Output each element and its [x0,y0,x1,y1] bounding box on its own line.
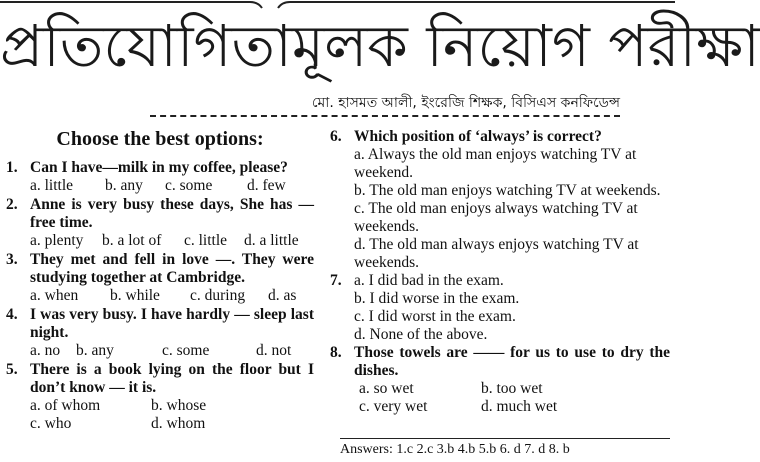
section-heading: Choose the best options: [56,128,264,150]
question-2 [6,196,314,250]
option-c: c. very wet [359,398,428,415]
question-7 [330,272,670,344]
option-d: d. a little [244,232,299,249]
option-d: d. not [256,342,292,359]
option-b: b. too wet [481,380,543,397]
option-b: b. any [76,342,114,359]
option-b: b. a lot of [102,232,162,249]
option-b: b. while [110,287,160,304]
option-a: a. I did bad in the exam. [354,272,504,289]
option-a: a. when [30,287,79,304]
author-byline: মো. হাসমত আলী, ইংরেজি শিক্ষক, বিসিএস কনফিডেন্স [150,93,620,117]
question-number: 5. [6,361,18,378]
question-number: 4. [6,306,18,323]
option-d: d. None of the above. [354,326,488,343]
question-stem: Those towels are —— for us to use to dry the dishes. [354,344,670,379]
question-stem: There is a book lying on the floor but I don’t know — it is. [30,361,314,396]
question-number: 3. [6,251,18,268]
option-a: a. plenty [30,232,84,249]
option-b: b. whose [151,397,207,414]
page-title: প্রতিযোগিতামূলক নিয়োগ পরীক্ষা [0,12,760,80]
question-stem: Which position of ‘always’ is correct? [354,128,602,145]
question-1 [6,159,314,195]
question-number: 8. [330,344,342,361]
option-d: d. as [268,287,297,304]
question-4 [6,306,314,360]
option-a: a. no [30,342,61,359]
question-number: 2. [6,196,18,213]
question-number: 7. [330,272,342,289]
option-d: d. few [247,177,286,194]
option-c: c. some [162,342,210,359]
option-c: c. during [190,287,246,304]
option-c: c. who [30,415,72,432]
question-number: 6. [330,128,342,145]
question-8 [330,344,670,416]
left-column [6,128,314,434]
right-column [330,128,670,417]
option-d: d. The old man always enjoys watching TV at weekends. [354,236,639,271]
question-5 [6,361,314,433]
option-c: c. I did worst in the exam. [354,308,516,325]
option-a: a. little [30,177,74,194]
option-a: a. so wet [359,380,414,397]
question-stem: Anne is very busy these days, She has — free time. [30,196,314,231]
question-stem: They met and fell in love —. They were studying together at Cambridge. [30,251,314,286]
answer-key: Answers: 1.c 2.c 3.b 4.b 5.b 6. d 7. d 8. b [340,438,670,459]
question-3 [6,251,314,305]
question-stem: I was very busy. I have hardly — sleep last night. [30,306,314,341]
option-b: b. any [105,177,143,194]
question-stem: Can I have—milk in my coffee, please? [30,159,288,176]
option-a: a. of whom [30,397,101,414]
option-a: a. Always the old man enjoys watching TV at weekend. [354,146,637,181]
option-b: b. I did worse in the exam. [354,290,520,307]
option-c: c. The old man enjoys always watching TV at weekends. [354,200,638,235]
option-d: d. much wet [481,398,558,415]
question-6 [330,128,670,272]
option-c: c. little [184,232,228,249]
option-b: b. The old man enjoys watching TV at weekends. [354,182,661,199]
question-number: 1. [6,159,18,176]
option-d: d. whom [151,415,206,432]
option-c: c. some [165,177,213,194]
